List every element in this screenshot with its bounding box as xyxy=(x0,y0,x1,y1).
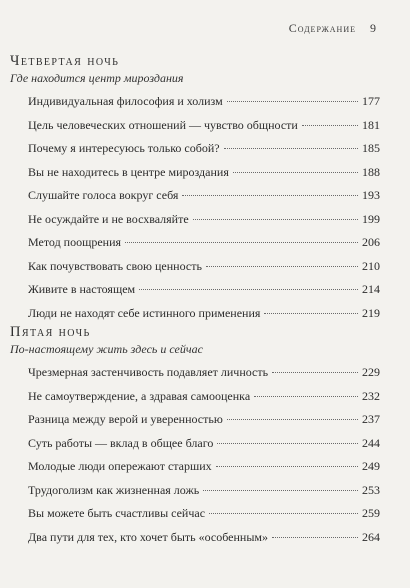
leader-dots xyxy=(182,195,358,196)
toc-entry-title: Слушайте голоса вокруг себя xyxy=(28,188,179,202)
toc-entry-page: 193 xyxy=(362,188,380,202)
leader-dots xyxy=(217,443,358,444)
toc-entry-title: Вы можете быть счастливы сейчас xyxy=(28,506,206,520)
toc-entry-page: 264 xyxy=(362,529,380,544)
toc-entry-page: 214 xyxy=(362,282,380,296)
leader-dots xyxy=(224,148,358,149)
leader-dots xyxy=(209,513,358,514)
toc-entry-title: Люди не находят себе истинного применения xyxy=(28,305,261,320)
toc-entry-page: 219 xyxy=(362,305,380,320)
toc-entry-title: Молодые люди опережают старших xyxy=(28,459,212,473)
section-subtitle: Где находится центр мироздания xyxy=(10,71,184,85)
page-number: 9 xyxy=(370,21,376,35)
leader-dots xyxy=(264,313,358,314)
toc-entry-title: Цель человеческих отношений — чувство общности xyxy=(28,117,298,132)
toc-entry xyxy=(10,483,380,507)
toc-entry-page: 249 xyxy=(362,459,380,473)
section-title: Четвертая ночь xyxy=(10,53,120,69)
toc-entry-page: 232 xyxy=(362,388,380,403)
toc-entry xyxy=(10,235,380,259)
toc-entry-page: 210 xyxy=(362,258,380,273)
toc-entry-title: Живите в настоящем xyxy=(28,282,136,296)
toc-entry xyxy=(10,389,380,413)
toc-entry xyxy=(10,412,380,436)
toc-entry-title: Не самоутверждение, а здравая самооценка xyxy=(28,388,251,403)
leader-dots xyxy=(206,266,358,267)
toc-entry xyxy=(10,506,380,530)
toc-entry-page: 244 xyxy=(362,435,380,450)
toc-entry xyxy=(10,94,380,118)
toc-entry xyxy=(10,436,380,460)
leader-dots xyxy=(233,172,358,173)
toc-entry-title: Метод поощрения xyxy=(28,235,122,249)
toc-entry-page: 177 xyxy=(362,94,380,108)
toc-entry-page: 253 xyxy=(362,482,380,497)
toc-entry-title: Вы не находитесь в центре мироздания xyxy=(28,164,229,179)
leader-dots xyxy=(193,219,358,220)
leader-dots xyxy=(254,396,358,397)
toc-entry-page: 181 xyxy=(362,117,380,132)
leader-dots xyxy=(203,490,358,491)
header-title: Содержание xyxy=(288,21,356,35)
toc-entry-title: Два пути для тех, кто хочет быть «особенным» xyxy=(28,529,269,544)
toc-entry xyxy=(10,365,380,389)
toc-entry-page: 199 xyxy=(362,211,380,226)
toc-entry-title: Чрезмерная застенчивость подавляет личность xyxy=(28,365,269,379)
toc-entry-page: 237 xyxy=(362,412,380,426)
toc-entry-title: Не осуждайте и не восхваляйте xyxy=(28,211,189,226)
section-fourth-night xyxy=(10,52,380,329)
toc-entry xyxy=(10,212,380,236)
running-header xyxy=(289,21,376,36)
toc-entry xyxy=(10,282,380,306)
toc-entry-title: Разница между верой и уверенностью xyxy=(28,412,223,426)
leader-dots xyxy=(272,537,358,538)
toc-entry xyxy=(10,459,380,483)
section-title: Пятая ночь xyxy=(10,324,91,340)
toc-entry-page: 206 xyxy=(362,235,380,249)
section-fifth-night xyxy=(10,323,380,553)
toc-entry-page: 188 xyxy=(362,164,380,179)
toc-entry xyxy=(10,530,380,554)
toc-entry xyxy=(10,118,380,142)
section-subtitle: По-настоящему жить здесь и сейчас xyxy=(10,342,203,356)
leader-dots xyxy=(139,289,358,290)
toc-entry-title: Трудоголизм как жизненная ложь xyxy=(28,482,200,497)
leader-dots xyxy=(227,419,358,420)
leader-dots xyxy=(227,101,358,102)
toc-entry-title: Индивидуальная философия и холизм xyxy=(28,94,223,108)
leader-dots xyxy=(272,372,358,373)
toc-entry xyxy=(10,165,380,189)
toc-entry-title: Почему я интересуюсь только собой? xyxy=(28,141,220,155)
toc-entry-page: 229 xyxy=(362,365,380,379)
toc-entry-title: Как почувствовать свою ценность xyxy=(28,258,202,273)
toc-entry xyxy=(10,188,380,212)
toc-entry xyxy=(10,141,380,165)
toc-entry-page: 185 xyxy=(362,141,380,155)
leader-dots xyxy=(302,125,358,126)
toc-entry-title: Суть работы — вклад в общее благо xyxy=(28,435,214,450)
toc-entry xyxy=(10,259,380,283)
toc-entry-page: 259 xyxy=(362,506,380,520)
leader-dots xyxy=(216,466,358,467)
leader-dots xyxy=(125,242,358,243)
